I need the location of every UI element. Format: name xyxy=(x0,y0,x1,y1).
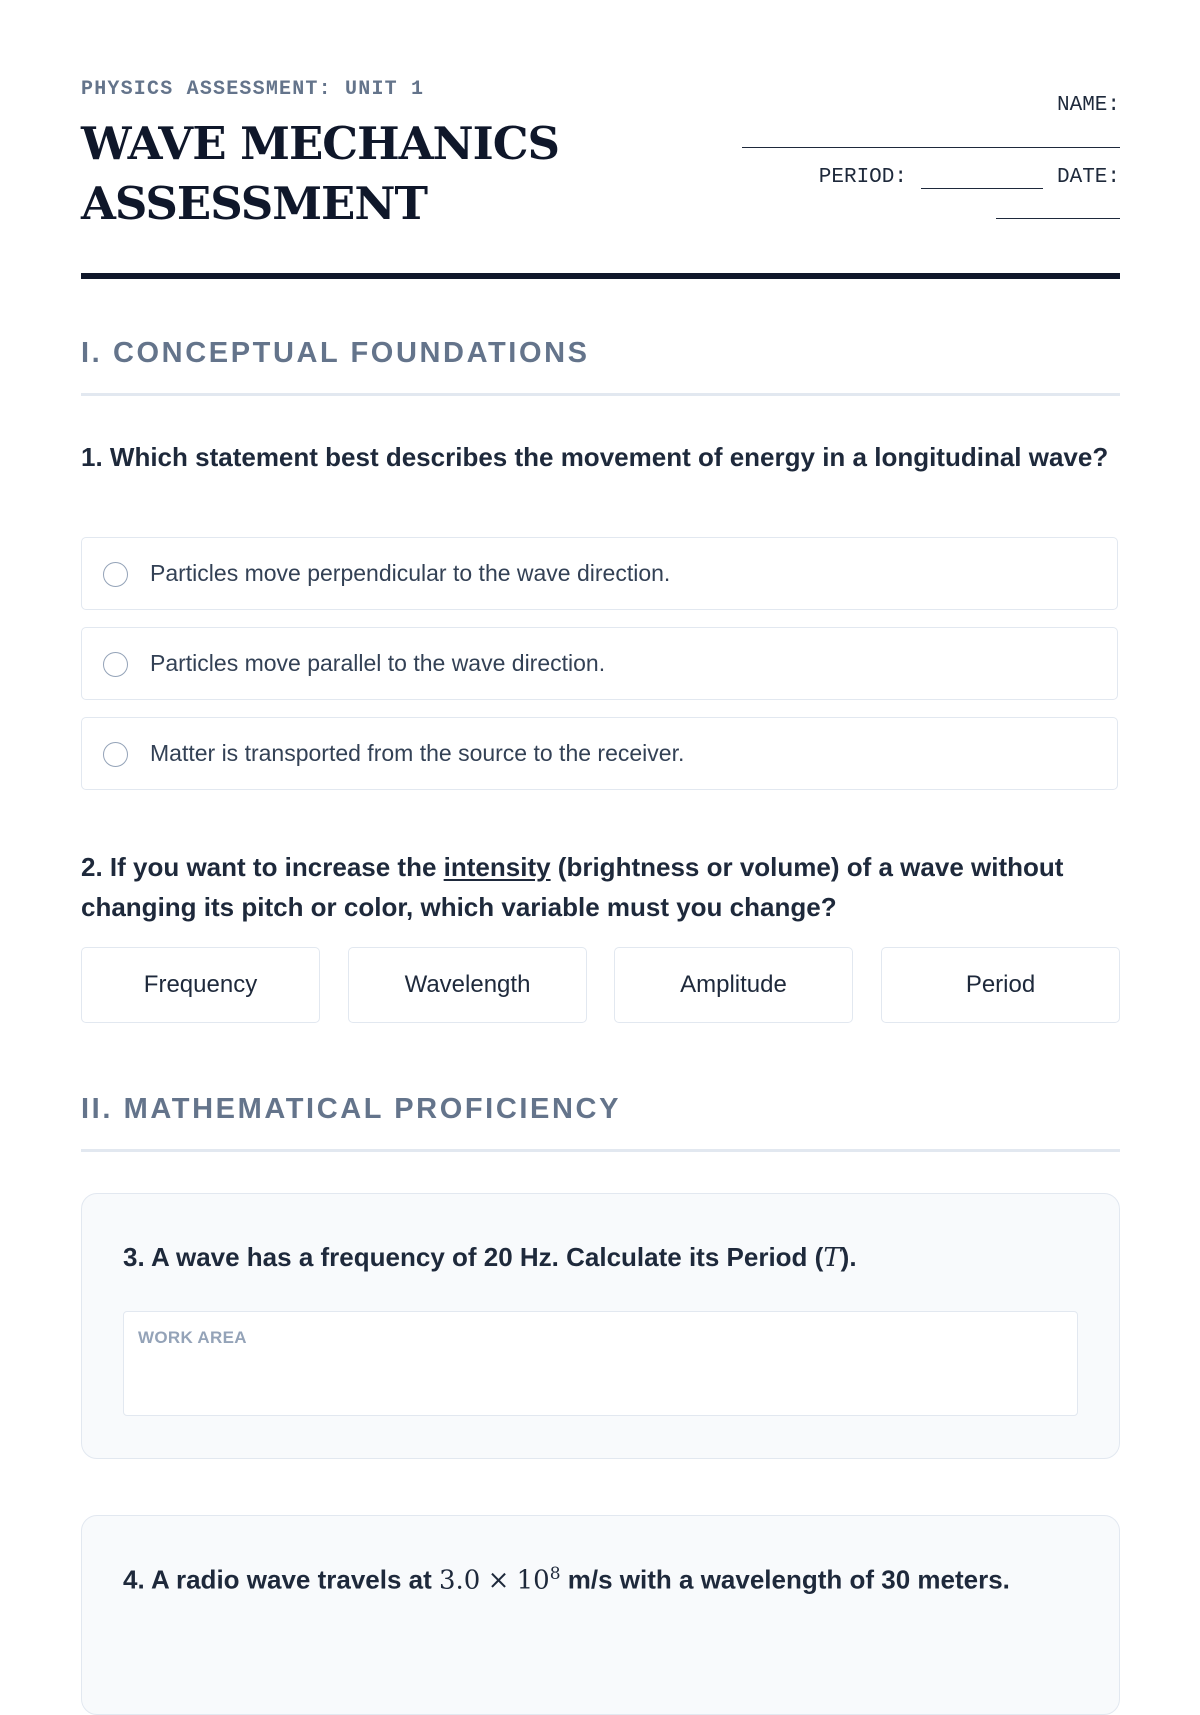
q2-emphasis: intensity xyxy=(443,852,551,882)
section-divider xyxy=(81,393,1120,396)
times-symbol: × xyxy=(487,1565,510,1596)
q1-option-c[interactable] xyxy=(81,717,1118,790)
q1-option-a[interactable] xyxy=(81,537,1118,610)
choice-wavelength[interactable]: Wavelength xyxy=(348,947,587,1023)
radio-button[interactable] xyxy=(103,562,128,587)
section-divider xyxy=(81,1149,1120,1152)
question-4-card xyxy=(81,1515,1120,1715)
work-area-input[interactable] xyxy=(123,1311,1078,1416)
section-title-conceptual: I. CONCEPTUAL FOUNDATIONS xyxy=(81,337,590,369)
radio-button[interactable] xyxy=(103,742,128,767)
option-label: Particles move perpendicular to the wave direction. xyxy=(150,560,671,586)
q3-text-after: ). xyxy=(840,1242,857,1272)
q2-text-after: (brightness or volume) of a wave without changing its pitch or color, which variable must you change? xyxy=(81,852,1064,922)
period-date-row xyxy=(819,166,1120,189)
question-2 xyxy=(81,847,1120,927)
worksheet-header xyxy=(81,78,1120,278)
period-symbol: T xyxy=(823,1243,841,1273)
q2-text-before: 2. If you want to increase the xyxy=(81,852,444,882)
q4-text-before: 4. A radio wave travels at xyxy=(123,1564,439,1595)
question-4 xyxy=(123,1564,1010,1596)
page-title: WAVE MECHANICS ASSESSMENT xyxy=(81,117,560,230)
date-blank[interactable] xyxy=(996,218,1120,219)
option-label: Particles move parallel to the wave direction. xyxy=(150,650,606,676)
name-label: NAME: xyxy=(1056,94,1120,117)
radio-button[interactable] xyxy=(103,652,128,677)
work-area-label: WORK AREA xyxy=(138,1328,247,1347)
q3-text-before: 3. A wave has a frequency of 20 Hz. Calculate its Period ( xyxy=(123,1242,824,1272)
choice-period[interactable]: Period xyxy=(881,947,1120,1023)
speed-mantissa: 3.0 xyxy=(439,1565,481,1596)
q1-option-b[interactable] xyxy=(81,627,1118,700)
question-1: 1. Which statement best describes the movement of energy in a longitudinal wave? xyxy=(81,442,1109,472)
section-title-mathematical: II. MATHEMATICAL PROFICIENCY xyxy=(81,1093,622,1125)
question-3-card xyxy=(81,1193,1120,1459)
speed-exponent: 8 xyxy=(549,1564,561,1584)
period-label: PERIOD: xyxy=(818,166,907,189)
assessment-subtitle: PHYSICS ASSESSMENT: UNIT 1 xyxy=(81,78,425,101)
period-blank[interactable] xyxy=(921,166,1043,189)
q2-choices xyxy=(81,947,1120,1023)
name-blank[interactable] xyxy=(742,147,1120,148)
question-3 xyxy=(123,1242,857,1273)
q4-text-after: m/s with a wavelength of 30 meters. xyxy=(560,1564,1010,1595)
date-label: DATE: xyxy=(1056,166,1120,189)
speed-base: 10 xyxy=(516,1565,550,1596)
option-label: Matter is transported from the source to the receiver. xyxy=(150,740,685,766)
header-divider xyxy=(81,273,1120,279)
choice-frequency[interactable]: Frequency xyxy=(81,947,320,1023)
choice-amplitude[interactable]: Amplitude xyxy=(614,947,853,1023)
